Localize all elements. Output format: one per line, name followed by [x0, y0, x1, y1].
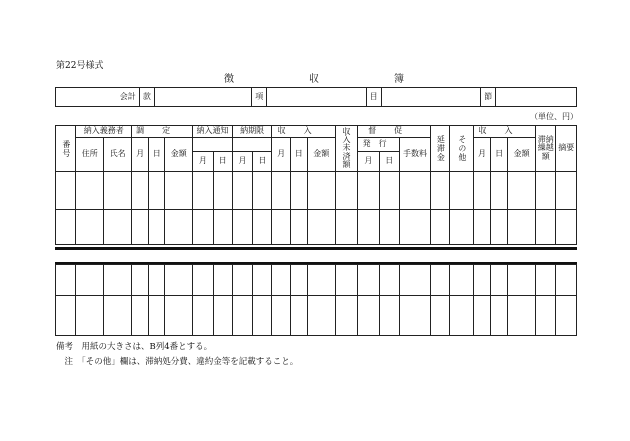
title-char-2: 収 [309, 74, 319, 85]
header-nounyu-tsuchi-blank [193, 138, 233, 152]
header-nounyu-tsuchi-tsuki: 月 [193, 152, 213, 172]
table-row [56, 265, 577, 296]
ledger-table-continued [55, 264, 577, 336]
header-chotei-hi: 日 [149, 138, 165, 172]
ledger-table [55, 125, 577, 245]
header-nounyu-tsuchi-hi: 日 [213, 152, 232, 172]
header-tekiyou: 摘要 [556, 126, 577, 172]
header-tokusoku: 督促 [358, 126, 431, 138]
unit-label: （単位、円） [530, 112, 578, 121]
header-shunyu-hi: 日 [290, 138, 307, 172]
header-shunyu2-kingaku: 金額 [508, 138, 536, 172]
header-chotei-tsuki: 月 [132, 138, 149, 172]
kan-label: 款 [139, 88, 154, 107]
header-noukigen: 納期限 [232, 126, 272, 138]
header-hakkou-hi: 日 [379, 152, 399, 172]
header-nounyu-tsuchi: 納入通知 [193, 126, 233, 138]
header-jusho: 住所 [76, 138, 104, 172]
note-chu: 注 「その他」欄は、滞納処分費、違約金等を記載すること。 [56, 357, 299, 367]
header-hakkou-tsuki: 月 [358, 152, 379, 172]
header-shunyu: 収入 [272, 126, 335, 138]
header-noukigen-tsuki: 月 [232, 152, 252, 172]
header-sonota: その他 [450, 126, 474, 172]
header-noukigen-blank [232, 138, 272, 152]
title-char-1: 徴 [224, 74, 234, 85]
header-bangou: 番号 [56, 126, 76, 172]
header-nounyu-gimusha: 納入義務者 [76, 126, 132, 138]
kou-label: 項 [252, 88, 267, 107]
header-shunyu2-tsuki: 月 [473, 138, 490, 172]
note-bikou: 備考 用紙の大きさは、B列4番とする。 [56, 342, 213, 352]
header-shunyu-kingaku: 金額 [307, 138, 335, 172]
header-shunyu2-hi: 日 [491, 138, 508, 172]
page-break-line-top [55, 247, 577, 250]
header-chotei: 調定 [132, 126, 193, 138]
moku-label: 目 [366, 88, 381, 107]
header-shunyu-2: 収入 [473, 126, 535, 138]
header-hakkou: 発行 [358, 138, 400, 152]
kan-field[interactable] [155, 88, 252, 107]
header-shimei: 氏名 [104, 138, 132, 172]
setsu-label: 節 [480, 88, 495, 107]
kou-field[interactable] [267, 88, 366, 107]
header-noukigen-hi: 日 [253, 152, 272, 172]
kaikei-label: 会計 [56, 88, 140, 107]
header-tainou-kurikoshi: 滞納繰越額 [536, 126, 556, 172]
moku-field[interactable] [381, 88, 480, 107]
table-row [56, 210, 577, 245]
account-classification-table [55, 87, 577, 107]
header-entaikin: 延滞金 [431, 126, 450, 172]
header-tesuryo: 手数料 [399, 138, 430, 172]
header-shunyu-misai: 収入未済額 [335, 126, 358, 172]
form-number: 第22号様式 [56, 61, 104, 71]
table-row [56, 296, 577, 336]
header-chotei-kingaku: 金額 [165, 138, 193, 172]
title-char-3: 簿 [394, 74, 404, 85]
table-row [56, 172, 577, 210]
setsu-field[interactable] [496, 88, 577, 107]
header-shunyu-tsuki: 月 [272, 138, 290, 172]
